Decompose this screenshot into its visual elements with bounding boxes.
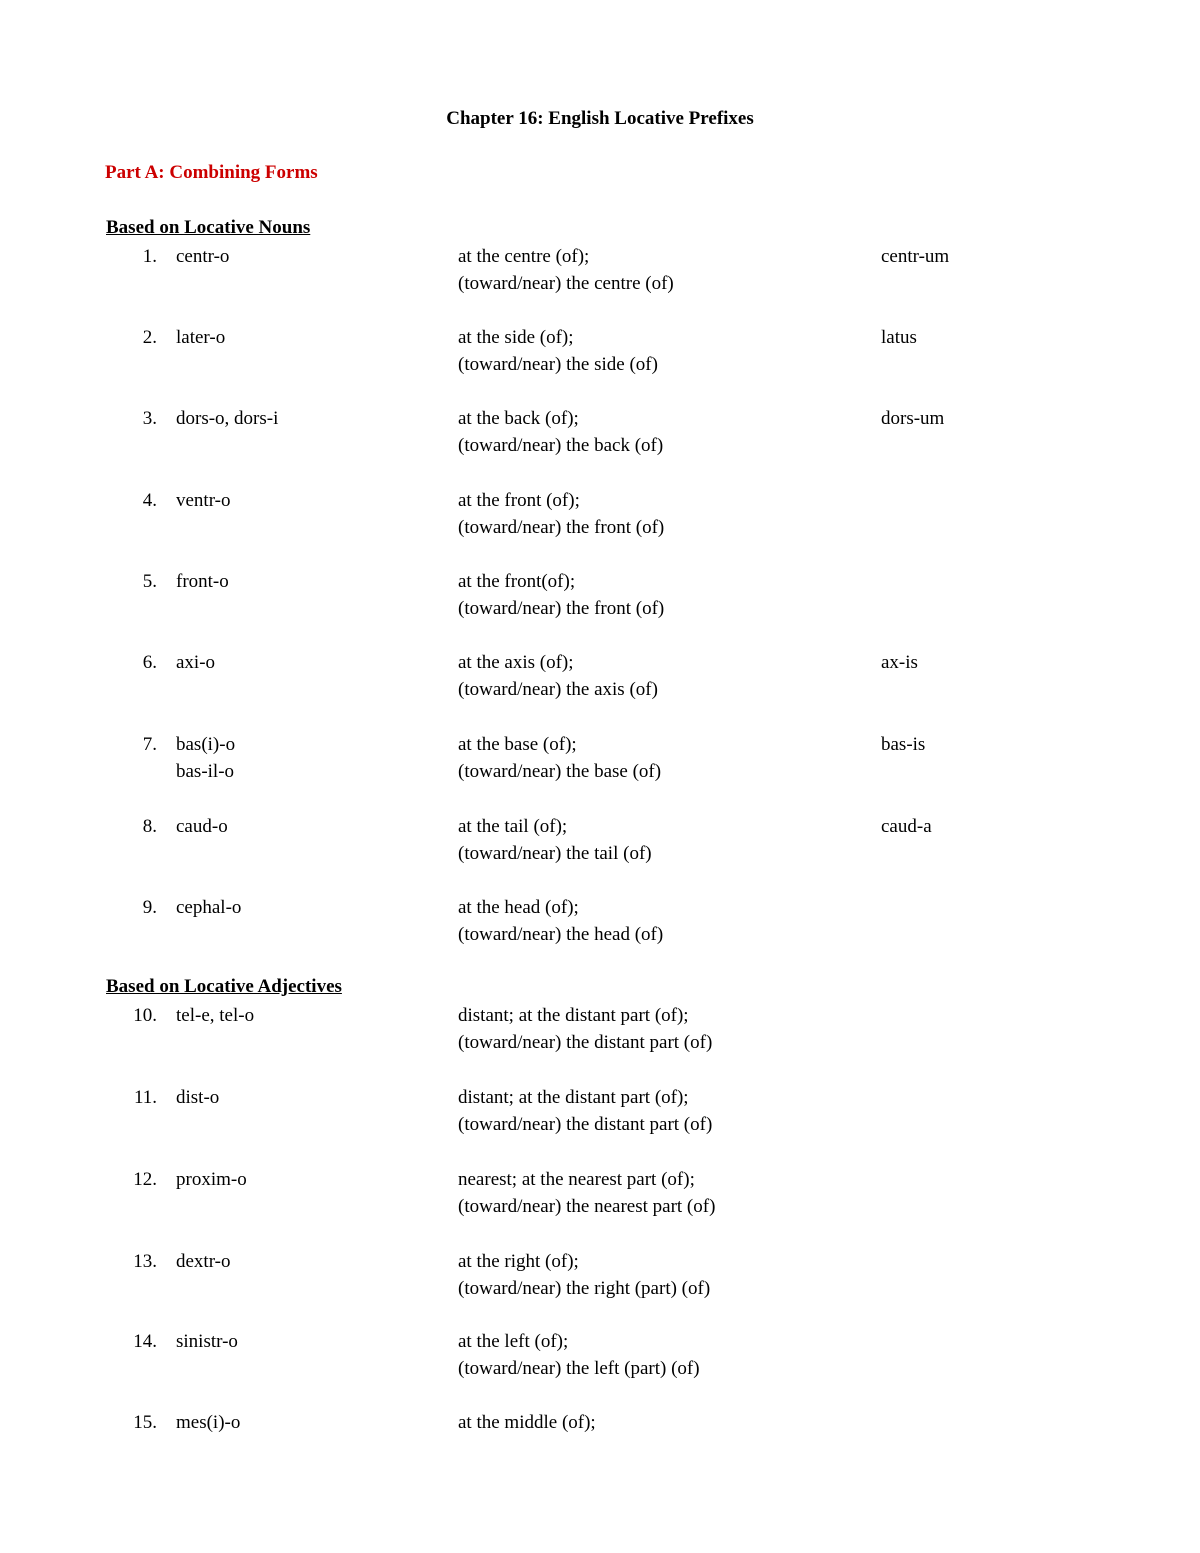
meaning-line: at the front (of); bbox=[458, 490, 580, 511]
meaning-line: at the middle (of); bbox=[458, 1412, 596, 1433]
meaning-line: (toward/near) the back (of) bbox=[458, 435, 664, 456]
meaning-line: (toward/near) the nearest part (of) bbox=[458, 1196, 716, 1217]
form-line: proxim-o bbox=[176, 1169, 247, 1190]
entry-meaning bbox=[458, 243, 674, 297]
entry-number: 12. bbox=[133, 1169, 157, 1190]
list-item bbox=[0, 813, 1200, 873]
part-heading: Part A: Combining Forms bbox=[105, 162, 318, 183]
combining-form bbox=[176, 1328, 238, 1355]
entry-number: 11. bbox=[133, 1087, 157, 1108]
entry-meaning bbox=[458, 1328, 700, 1382]
meaning-line: nearest; at the nearest part (of); bbox=[458, 1169, 695, 1190]
form-line: bas(i)-o bbox=[176, 734, 236, 755]
combining-form bbox=[176, 1166, 247, 1193]
entry-meaning bbox=[458, 568, 664, 622]
meaning-line: at the left (of); bbox=[458, 1331, 569, 1352]
meaning-line: at the axis (of); bbox=[458, 652, 574, 673]
meaning-line: (toward/near) the centre (of) bbox=[458, 273, 674, 294]
source-word: centr-um bbox=[881, 246, 950, 267]
combining-form bbox=[176, 243, 229, 270]
entry-meaning bbox=[458, 1002, 712, 1056]
entry-meaning bbox=[458, 324, 658, 378]
combining-form bbox=[176, 731, 235, 785]
meaning-line: (toward/near) the head (of) bbox=[458, 924, 664, 945]
source-word: latus bbox=[881, 327, 917, 348]
combining-form bbox=[176, 487, 231, 514]
entry-meaning bbox=[458, 894, 663, 948]
entry-meaning bbox=[458, 1248, 710, 1302]
meaning-line: at the centre (of); bbox=[458, 246, 590, 267]
list-item bbox=[0, 731, 1200, 791]
section-heading-adjectives: Based on Locative Adjectives bbox=[106, 976, 342, 997]
entry-meaning bbox=[458, 731, 661, 785]
list-item bbox=[0, 1409, 1200, 1469]
list-item bbox=[0, 243, 1200, 303]
list-item bbox=[0, 1166, 1200, 1226]
entry-number: 3. bbox=[142, 408, 157, 429]
source-word: ax-is bbox=[881, 652, 918, 673]
meaning-line: distant; at the distant part (of); bbox=[458, 1005, 689, 1026]
combining-form bbox=[176, 405, 278, 432]
list-item bbox=[0, 487, 1200, 547]
entry-number: 13. bbox=[133, 1251, 157, 1272]
combining-form bbox=[176, 324, 225, 351]
combining-form bbox=[176, 1248, 231, 1275]
meaning-line: (toward/near) the distant part (of) bbox=[458, 1114, 713, 1135]
meaning-line: (toward/near) the front (of) bbox=[458, 598, 665, 619]
meaning-line: at the front(of); bbox=[458, 571, 576, 592]
list-item bbox=[0, 1084, 1200, 1144]
entry-meaning bbox=[458, 405, 663, 459]
form-line: tel-e, tel-o bbox=[176, 1005, 255, 1026]
meaning-line: (toward/near) the left (part) (of) bbox=[458, 1358, 700, 1379]
meaning-line: at the head (of); bbox=[458, 897, 579, 918]
entry-meaning bbox=[458, 813, 652, 867]
meaning-line: distant; at the distant part (of); bbox=[458, 1087, 689, 1108]
combining-form bbox=[176, 568, 229, 595]
list-item bbox=[0, 405, 1200, 465]
entry-number: 9. bbox=[142, 897, 157, 918]
source-word: bas-is bbox=[881, 734, 926, 755]
list-item bbox=[0, 894, 1200, 954]
list-item bbox=[0, 1248, 1200, 1308]
entry-number: 14. bbox=[133, 1331, 157, 1352]
list-item bbox=[0, 324, 1200, 384]
entry-number: 4. bbox=[142, 490, 157, 511]
meaning-line: (toward/near) the front (of) bbox=[458, 517, 665, 538]
list-item bbox=[0, 568, 1200, 628]
meaning-line: at the side (of); bbox=[458, 327, 574, 348]
form-line: cephal-o bbox=[176, 897, 242, 918]
form-line: bas-il-o bbox=[176, 761, 235, 782]
form-line: dextr-o bbox=[176, 1251, 231, 1272]
source-word: caud-a bbox=[881, 816, 932, 837]
list-item bbox=[0, 1328, 1200, 1388]
form-line: axi-o bbox=[176, 652, 216, 673]
entry-number: 5. bbox=[142, 571, 157, 592]
combining-form bbox=[176, 894, 241, 921]
form-line: sinistr-o bbox=[176, 1331, 238, 1352]
entry-number: 8. bbox=[142, 816, 157, 837]
combining-form bbox=[176, 649, 215, 676]
entry-number: 2. bbox=[142, 327, 157, 348]
entry-number: 7. bbox=[142, 734, 157, 755]
combining-form bbox=[176, 1002, 254, 1029]
source-word: dors-um bbox=[881, 408, 945, 429]
meaning-line: at the base (of); bbox=[458, 734, 577, 755]
entry-meaning bbox=[458, 1084, 712, 1138]
entry-meaning bbox=[458, 1166, 715, 1220]
list-item bbox=[0, 1002, 1200, 1062]
meaning-line: (toward/near) the distant part (of) bbox=[458, 1032, 713, 1053]
meaning-line: (toward/near) the right (part) (of) bbox=[458, 1278, 711, 1299]
meaning-line: (toward/near) the side (of) bbox=[458, 354, 658, 375]
combining-form bbox=[176, 1409, 240, 1436]
form-line: dors-o, dors-i bbox=[176, 408, 279, 429]
list-item bbox=[0, 649, 1200, 709]
meaning-line: at the back (of); bbox=[458, 408, 579, 429]
meaning-line: at the right (of); bbox=[458, 1251, 579, 1272]
entry-meaning bbox=[458, 649, 658, 703]
entry-number: 1. bbox=[142, 246, 157, 267]
entry-number: 15. bbox=[133, 1412, 157, 1433]
meaning-line: (toward/near) the tail (of) bbox=[458, 843, 652, 864]
combining-form bbox=[176, 1084, 219, 1111]
form-line: dist-o bbox=[176, 1087, 220, 1108]
form-line: ventr-o bbox=[176, 490, 231, 511]
form-line: later-o bbox=[176, 327, 226, 348]
entry-meaning bbox=[458, 487, 664, 541]
section-heading-nouns: Based on Locative Nouns bbox=[106, 217, 311, 238]
meaning-line: (toward/near) the base (of) bbox=[458, 761, 662, 782]
meaning-line: at the tail (of); bbox=[458, 816, 568, 837]
form-line: front-o bbox=[176, 571, 229, 592]
form-line: centr-o bbox=[176, 246, 230, 267]
page-title: Chapter 16: English Locative Prefixes bbox=[446, 108, 754, 129]
form-line: caud-o bbox=[176, 816, 228, 837]
form-line: mes(i)-o bbox=[176, 1412, 241, 1433]
entry-number: 10. bbox=[133, 1005, 157, 1026]
entry-number: 6. bbox=[142, 652, 157, 673]
entry-meaning bbox=[458, 1409, 596, 1436]
meaning-line: (toward/near) the axis (of) bbox=[458, 679, 658, 700]
combining-form bbox=[176, 813, 228, 840]
